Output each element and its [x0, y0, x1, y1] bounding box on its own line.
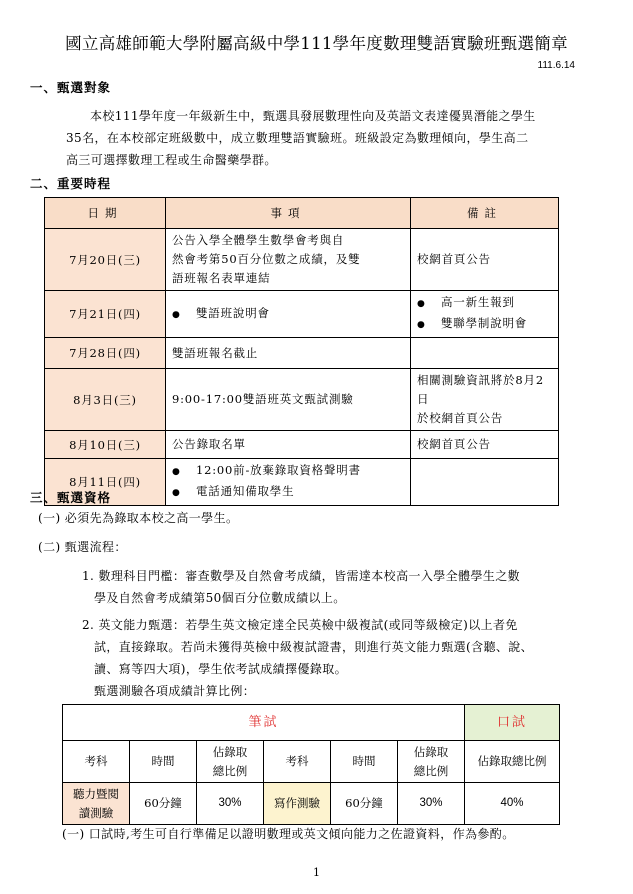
content-bullet: ● 雙語班說明會 [172, 304, 404, 325]
score-value-row [63, 783, 560, 825]
col-ratio [197, 741, 264, 783]
schedule-table [44, 197, 559, 506]
note-bullet: ● 高一新生報到 [417, 293, 552, 314]
schedule-note [411, 338, 559, 369]
content-line: 然會考第50百分位數之成績，及雙 [172, 252, 361, 266]
schedule-note [411, 291, 559, 338]
subject-line: 讀測驗 [78, 805, 114, 820]
step-2-line-1: 2. 英文能力甄選：若學生英文檢定達全民英檢中級複試(或同等級檢定)以上者免 [82, 618, 518, 632]
section-1-line-1: 本校111學年度一年級新生中，甄選具發展數理性向及英語文表達優異潛能之學生 [90, 109, 536, 123]
time-value: 60分鐘 [130, 783, 197, 825]
content-line: 公告錄取名單 [172, 437, 246, 451]
schedule-row [45, 291, 559, 338]
content-bullet: ● 電話通知備取學生 [172, 482, 404, 503]
step-2-line-3: 讀、寫等四大項)，學生依考試成績擇優錄取。 [94, 662, 348, 676]
schedule-row [45, 229, 559, 291]
col-oral-ratio: 佔錄取總比例 [465, 741, 560, 783]
note-bullet: ● 雙聯學制說明會 [417, 314, 552, 335]
schedule-row [45, 369, 559, 431]
document-date: 111.6.14 [537, 60, 575, 71]
score-ratio-table [62, 704, 560, 825]
schedule-date: 7月20日(三) [45, 229, 166, 291]
oral-ratio-value: 40% [465, 783, 560, 825]
col-ratio-line: 佔錄取 [212, 744, 248, 759]
schedule-content [166, 338, 411, 369]
col-ratio-2 [398, 741, 465, 783]
step-1-line-2: 學及自然會考成績第50個百分位數成績以上。 [94, 591, 346, 605]
note-line: 於校網首頁公告 [417, 411, 504, 425]
schedule-date: 8月11日(四) [45, 459, 166, 506]
section-3-heading: 三、甄選資格 [30, 490, 112, 505]
schedule-content [166, 291, 411, 338]
step-2-line-2: 試，直接錄取。若尚未獲得英檢中級複試證書，則進行英文能力甄選(含聽、說、 [94, 640, 534, 654]
schedule-header-item: 事項 [166, 198, 411, 229]
content-line: 雙語班報名截止 [172, 345, 259, 360]
note-line: 相關測驗資訊將於8月2日 [417, 373, 544, 406]
schedule-note [411, 369, 559, 431]
col-time-2: 時間 [331, 741, 398, 783]
schedule-date: 8月10日(三) [45, 431, 166, 459]
written-exam-header: 筆試 [63, 705, 465, 741]
schedule-content [166, 229, 411, 291]
schedule-note [411, 431, 559, 459]
section-2-heading: 二、重要時程 [30, 176, 112, 191]
ratio-value: 30% [197, 783, 264, 825]
col-ratio-line: 總比例 [413, 763, 449, 778]
col-subject: 考科 [63, 741, 130, 783]
col-subject-2: 考科 [264, 741, 331, 783]
schedule-content [166, 459, 411, 506]
schedule-date: 8月3日(三) [45, 369, 166, 431]
subject-listening-reading [63, 783, 130, 825]
content-line: 語班報名表單連結 [172, 271, 271, 285]
schedule-date: 7月28日(四) [45, 338, 166, 369]
schedule-row [45, 338, 559, 369]
footnote: (一) 口試時,考生可自行準備足以證明數理或英文傾向能力之佐證資料，作為參酌。 [62, 827, 515, 841]
ratio-label: 甄選測驗各項成績計算比例： [94, 684, 256, 698]
ratio-value: 30% [398, 783, 465, 825]
schedule-note [411, 229, 559, 291]
score-header-row [63, 741, 560, 783]
schedule-note [411, 459, 559, 506]
section-1-heading: 一、甄選對象 [30, 80, 112, 95]
schedule-row [45, 459, 559, 506]
schedule-header-note: 備註 [411, 198, 559, 229]
col-ratio-line: 總比例 [212, 763, 248, 778]
schedule-row [45, 431, 559, 459]
score-group-row [63, 705, 560, 741]
note-line: 校網首頁公告 [417, 252, 491, 266]
col-ratio-line: 佔錄取 [413, 744, 449, 759]
page-number: 1 [313, 866, 320, 879]
content-line: 9:00-17:00雙語班英文甄試測驗 [172, 392, 354, 406]
schedule-header-date: 日期 [45, 198, 166, 229]
requirement-1: (一) 必須先為錄取本校之高一學生。 [38, 511, 239, 525]
section-1-line-2: 35名，在本校部定班級數中，成立數理雙語實驗班。班級設定為數理傾向，學生高二 [66, 131, 529, 145]
subject-line: 聽力暨閱 [73, 786, 119, 801]
page-title: 國立高雄師範大學附屬高級中學111學年度數理雙語實驗班甄選簡章 [65, 34, 568, 53]
schedule-content [166, 431, 411, 459]
oral-exam-header: 口試 [465, 705, 560, 741]
time-value: 60分鐘 [331, 783, 398, 825]
requirement-2: (二) 甄選流程： [38, 540, 127, 554]
section-1-line-3: 高三可選擇數理工程或生命醫藥學群。 [66, 153, 277, 167]
content-line: 公告入學全體學生數學會考與自 [172, 233, 345, 247]
note-line: 校網首頁公告 [417, 437, 491, 451]
subject-writing: 寫作測驗 [264, 783, 331, 825]
schedule-content [166, 369, 411, 431]
schedule-date: 7月21日(四) [45, 291, 166, 338]
schedule-header-row [45, 198, 559, 229]
col-time: 時間 [130, 741, 197, 783]
step-1-line-1: 1. 數理科目門檻：審查數學及自然會考成績，皆需達本校高一入學全體學生之數 [82, 569, 521, 583]
content-bullet: ● 12:00前-放棄錄取資格聲明書 [172, 461, 404, 482]
